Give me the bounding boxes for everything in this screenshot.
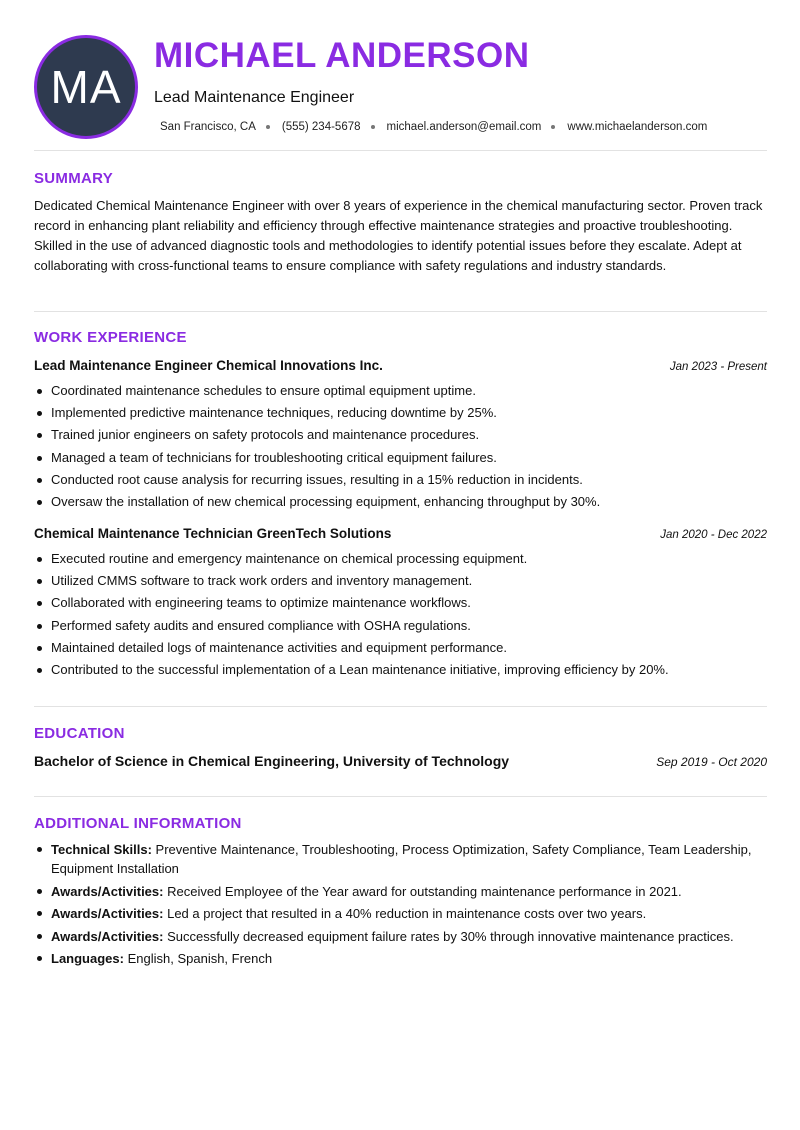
item-label: Awards/Activities: <box>51 928 164 944</box>
list-item: Conducted root cause analysis for recurring issues, resulting in a 15% reduction in incidents. <box>51 469 785 491</box>
list-item <box>51 882 785 901</box>
item-text: Led a project that resulted in a 40% reduction in maintenance costs over two years. <box>167 906 647 921</box>
job-title: Chemical Maintenance Technician GreenTech Solutions <box>34 526 392 541</box>
item-text: Successfully decreased equipment failure rates by 30% through innovative maintenance practices. <box>167 928 734 944</box>
summary-text: Dedicated Chemical Maintenance Engineer with over 8 years of experience in the chemical manufacturing sector. Proven track record in enhancing plant reliability and efficiency through effective maintenance strategies and proactive troubleshooting. Skilled in the use of advanced diagnostic tools and methodologies to identify potential issues before they escalate. Adept at collaborating with cross-functional teams to ensure compliance with safety regulations and industry standards. <box>34 198 763 273</box>
list-item <box>51 927 785 946</box>
separator-dot <box>266 125 270 129</box>
contact-email[interactable]: michael.anderson@email.com <box>386 121 542 133</box>
list-item: Implemented predictive maintenance techniques, reducing downtime by 25%. <box>51 402 785 424</box>
list-item: Performed safety audits and ensured compliance with OSHA regulations. <box>51 615 785 637</box>
list-item: Trained junior engineers on safety protocols and maintenance procedures. <box>51 424 785 446</box>
divider <box>34 706 767 707</box>
divider <box>34 796 767 797</box>
item-label: Awards/Activities: <box>51 883 164 899</box>
separator-dot <box>551 125 555 129</box>
item-label: Technical Skills: <box>51 842 152 857</box>
divider <box>34 311 767 312</box>
list-item: Contributed to the successful implementation of a Lean maintenance initiative, improving efficiency by 20%. <box>51 659 785 681</box>
degree: Bachelor of Science in Chemical Engineering, University of Technology <box>34 753 510 769</box>
list-item <box>51 840 785 878</box>
education-heading: EDUCATION <box>34 725 125 742</box>
contact-bar <box>160 121 707 133</box>
education-entry <box>34 753 767 769</box>
additional-list <box>34 840 785 972</box>
item-text: English, Spanish, French <box>127 951 273 966</box>
job-title: Lead Maintenance Engineer Chemical Innovations Inc. <box>34 358 383 373</box>
job-header <box>34 526 767 541</box>
divider <box>34 150 767 151</box>
list-item: Utilized CMMS software to track work orders and inventory management. <box>51 570 785 592</box>
contact-phone: (555) 234-5678 <box>281 121 361 133</box>
separator-dot <box>371 125 375 129</box>
job-date: Jan 2020 - Dec 2022 <box>660 529 767 541</box>
contact-location: San Francisco, CA <box>160 121 256 133</box>
list-item <box>51 949 785 968</box>
avatar-initials: MA <box>50 61 122 113</box>
item-label: Awards/Activities: <box>51 906 164 921</box>
item-label: Languages: <box>51 951 124 966</box>
list-item: Oversaw the installation of new chemical processing equipment, enhancing throughput by 30%. <box>51 491 785 513</box>
job-header <box>34 358 767 373</box>
job-bullets <box>34 548 785 681</box>
list-item <box>51 904 785 923</box>
additional-heading: ADDITIONAL INFORMATION <box>34 815 242 832</box>
experience-heading: WORK EXPERIENCE <box>34 329 187 346</box>
contact-website[interactable]: www.michaelanderson.com <box>567 121 708 133</box>
summary-heading: SUMMARY <box>34 170 114 187</box>
item-text: Preventive Maintenance, Troubleshooting, Process Optimization, Safety Compliance, Team Leadership, Equipment Installation <box>51 842 752 876</box>
avatar <box>34 35 138 139</box>
job-date: Jan 2023 - Present <box>669 361 767 373</box>
list-item: Collaborated with engineering teams to optimize maintenance workflows. <box>51 592 785 614</box>
list-item: Coordinated maintenance schedules to ensure optimal equipment uptime. <box>51 380 785 402</box>
list-item: Maintained detailed logs of maintenance activities and equipment performance. <box>51 637 785 659</box>
education-date: Sep 2019 - Oct 2020 <box>656 755 767 769</box>
candidate-role: Lead Maintenance Engineer <box>154 89 355 106</box>
list-item: Managed a team of technicians for troubleshooting critical equipment failures. <box>51 447 785 469</box>
job-bullets <box>34 380 785 513</box>
item-text: Received Employee of the Year award for outstanding maintenance performance in 2021. <box>167 883 682 899</box>
list-item: Executed routine and emergency maintenance on chemical processing equipment. <box>51 548 785 570</box>
candidate-name: MICHAEL ANDERSON <box>154 36 530 75</box>
